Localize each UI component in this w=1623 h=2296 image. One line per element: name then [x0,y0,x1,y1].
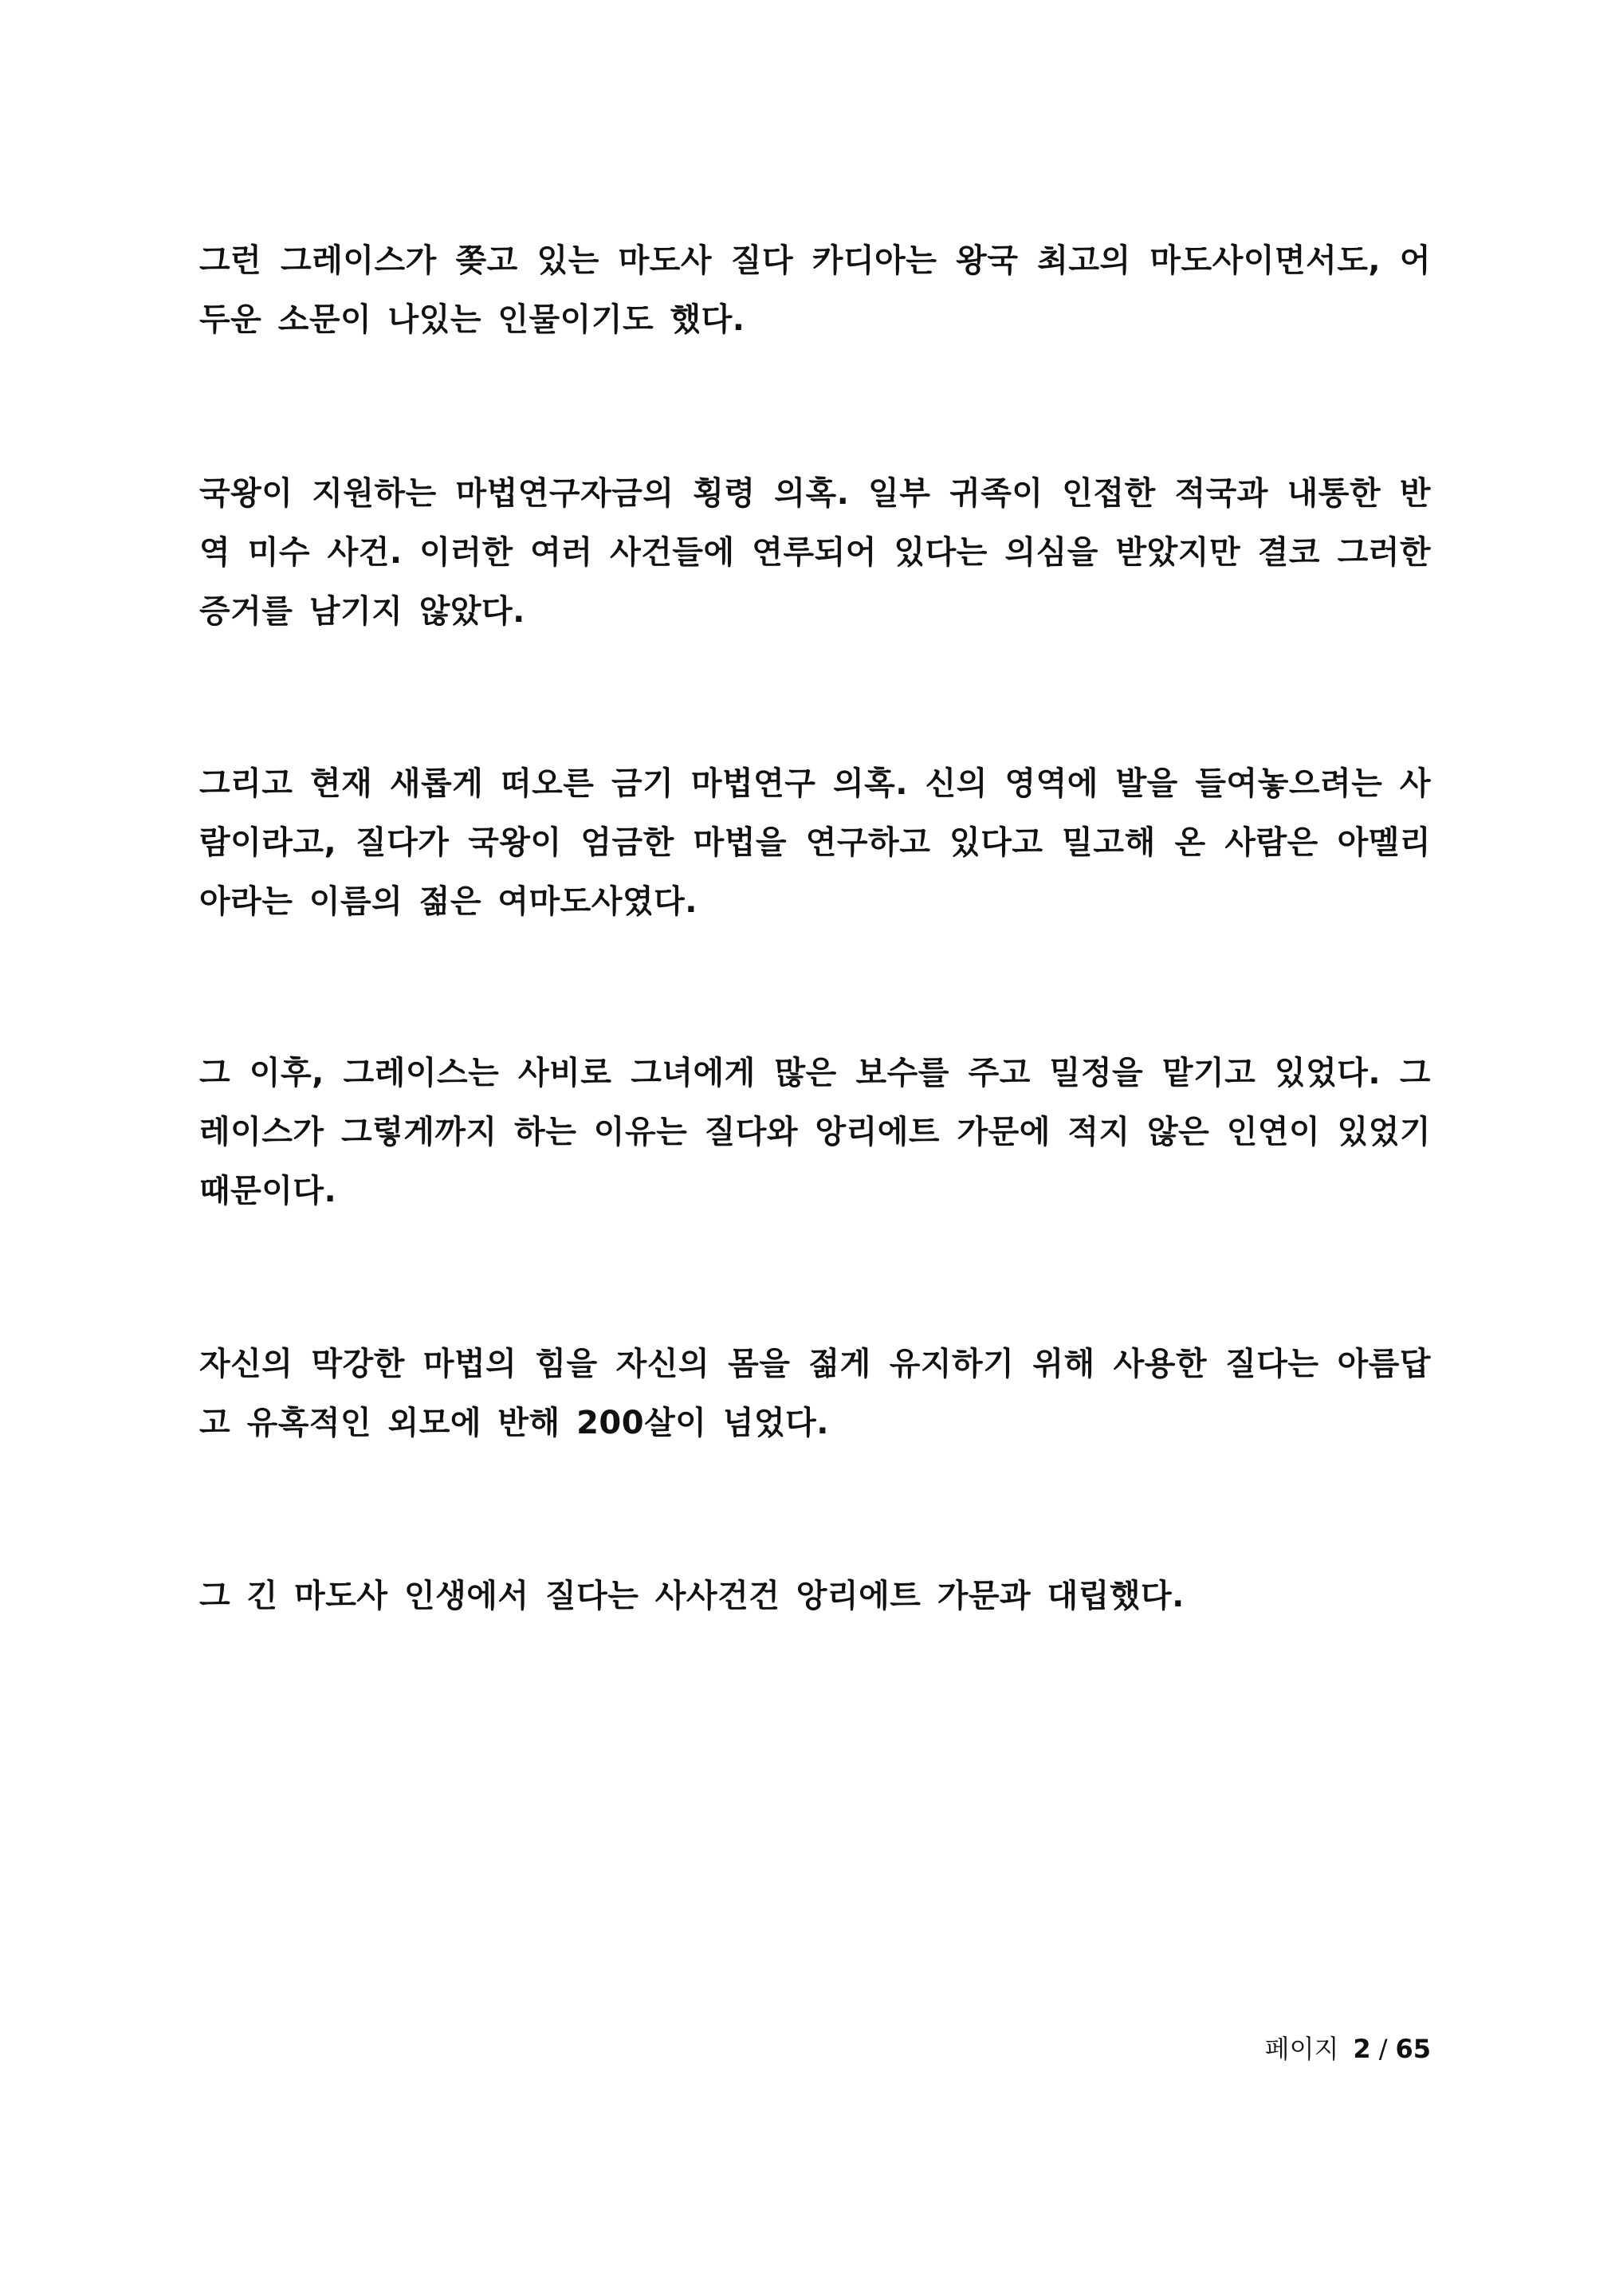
total-pages-number: 65 [1395,2034,1431,2064]
paragraph-5: 자신의 막강한 마법의 힘을 자신의 몸을 젊게 유지하기 위해 사용한 질다는 아름답고 유혹적인 외모에 반해 200살이 넘었다. [199,1346,1431,1441]
page-number-footer [1265,2033,1431,2065]
current-page-number: 2 [1353,2034,1371,2064]
paragraph-1: 그런 그레이스가 쫒고 있는 마도사 질다 카디아는 왕국 최고의 마도사이면서도, 어두운 소문이 나있는 인물이기도 했다. [199,242,1431,338]
page-separator: / [1378,2034,1388,2064]
paragraph-4: 그 이후, 그레이스는 사비로 그녀에게 많은 보수를 주고 밀정을 맡기고 있었다. 그레이스가 그렇게까지 하는 이유는 질다와 앙리에트 가문에 적지 않은 인연이 있었기 때문이다. [199,1055,1431,1209]
paragraph-6: 그 긴 마도사 인생에서 질다는 사사건건 앙리에트 가문과 대립했다. [199,1578,1185,1614]
paragraph-3: 그리고 현재 새롭게 떠오른 금기 마법연구 의혹. 신의 영역에 발을 들여놓으려는 사람이라고, 질다가 국왕이 엄금한 마법을 연구하고 있다고 밀고해 온 사람은 아멜리아라는 이름의 젊은 여마도사였다. [199,765,1431,920]
paragraph-2: 국왕이 지원하는 마법연구자금의 횡령 의혹. 일부 귀족이 인접한 적국과 내통한 반역 미수 사건. 이러한 여러 사건들에 연루되어 있다는 의심을 받았지만 결코 그러한 증거를 남기지 않았다. [199,475,1431,630]
page-label: 페이지 [1264,2034,1339,2064]
